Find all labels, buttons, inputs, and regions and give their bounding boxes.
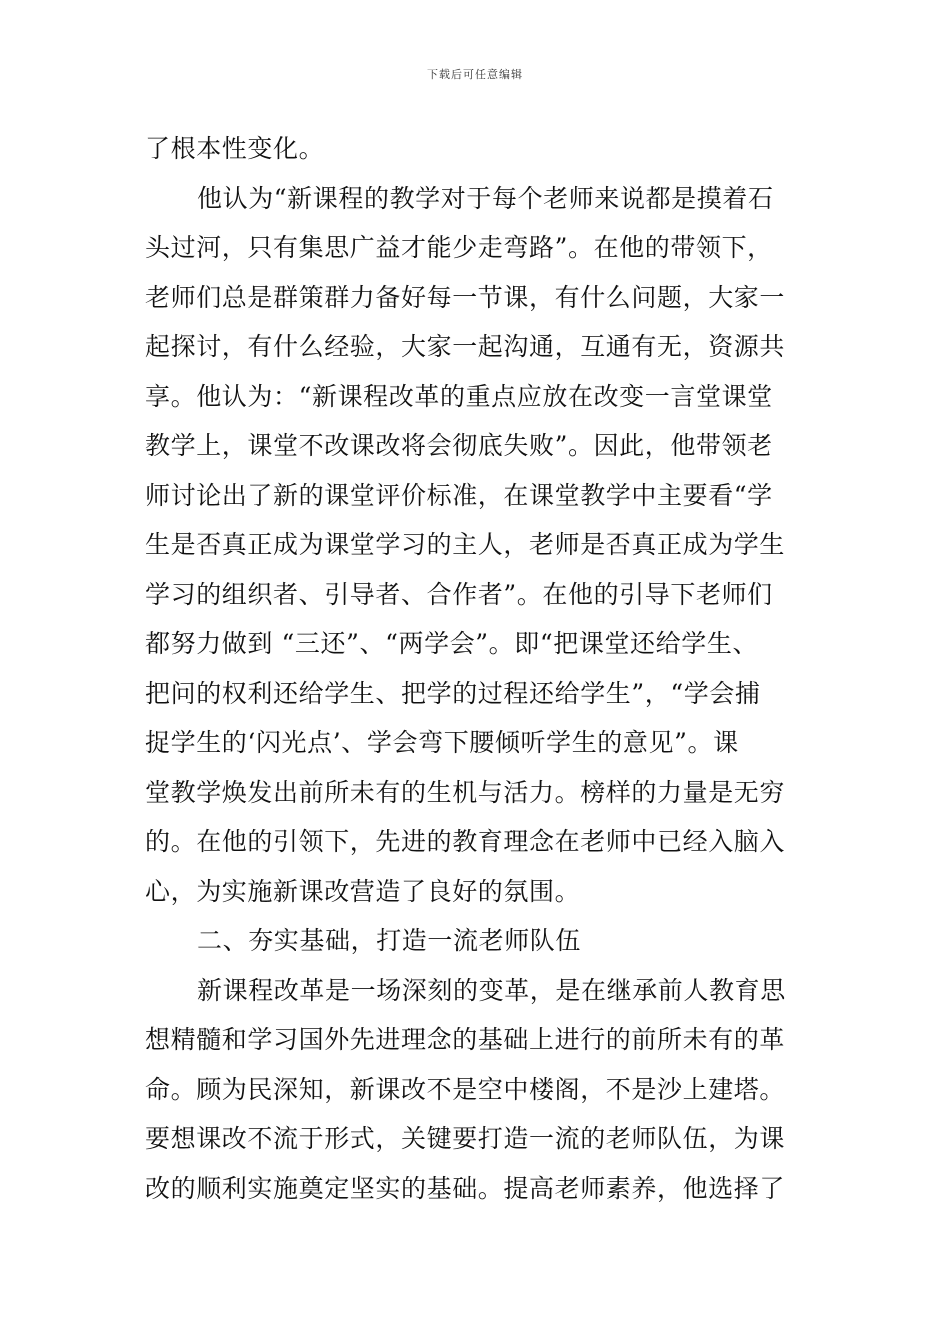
text-line: 老师们总是群策群力备好每一节课，有什么问题，大家一 [145,282,786,312]
text-line: 头过河，只有集思广益才能少走弯路”。在他的带领下， [145,233,773,262]
text-line: 生是否真正成为课堂学习的主人，老师是否真正成为学生 [145,530,786,559]
text-line: 心，为实施新课改营造了良好的氛围。 [145,876,581,906]
text-line: 想精髓和学习国外先进理念的基础上进行的前所未有的革 [145,1025,786,1054]
page-header: 下载后可任意编辑 [427,68,523,81]
text-line: 的。在他的引领下，先进的教育理念在老师中已经入脑入 [145,827,786,856]
text-line: 学习的组织者、引导者、合作者”。在他的引导下老师们 [145,579,773,609]
text-line: 享。他认为：“新课程改革的重点应放在改变一言堂课堂 [145,381,773,411]
document-body [145,124,825,1213]
text-line: 捉学生的‘闪光点’、学会弯下腰倾听学生的意见”。课 [145,728,739,757]
text-line: 师讨论出了新的课堂评价标准，在课堂教学中主要看“学 [145,480,773,510]
text-line: 教学上，课堂不改课改将会彻底失败”。因此，他带领老 [145,431,773,460]
text-line: 改的顺利实施奠定坚实的基础。提高老师素养，他选择了 [145,1173,786,1203]
text-line: 把问的权利还给学生、把学的过程还给学生”，“学会捕 [145,678,761,708]
text-line: 起探讨，有什么经验，大家一起沟通，互通有无，资源共 [145,332,786,361]
paragraph-start-line: 新课程改革是一场深刻的变革，是在继承前人教育思 [197,975,786,1005]
paragraph-start-line: 他认为“新课程的教学对于每个老师来说都是摸着石 [197,183,774,213]
text-line: 了根本性变化。 [145,134,325,163]
text-line: 命。顾为民深知，新课改不是空中楼阁，不是沙上建塔。 [145,1074,786,1104]
text-line: 堂教学焕发出前所未有的生机与活力。榜样的力量是无穷 [145,777,786,807]
text-line: 要想课改不流于形式，关键要打造一流的老师队伍，为课 [145,1124,786,1153]
section-heading: 二、夯实基础，打造一流老师队伍 [197,926,582,955]
text-line: 都努力做到 “三还”、“两学会”。即“把课堂还给学生、 [145,629,759,658]
